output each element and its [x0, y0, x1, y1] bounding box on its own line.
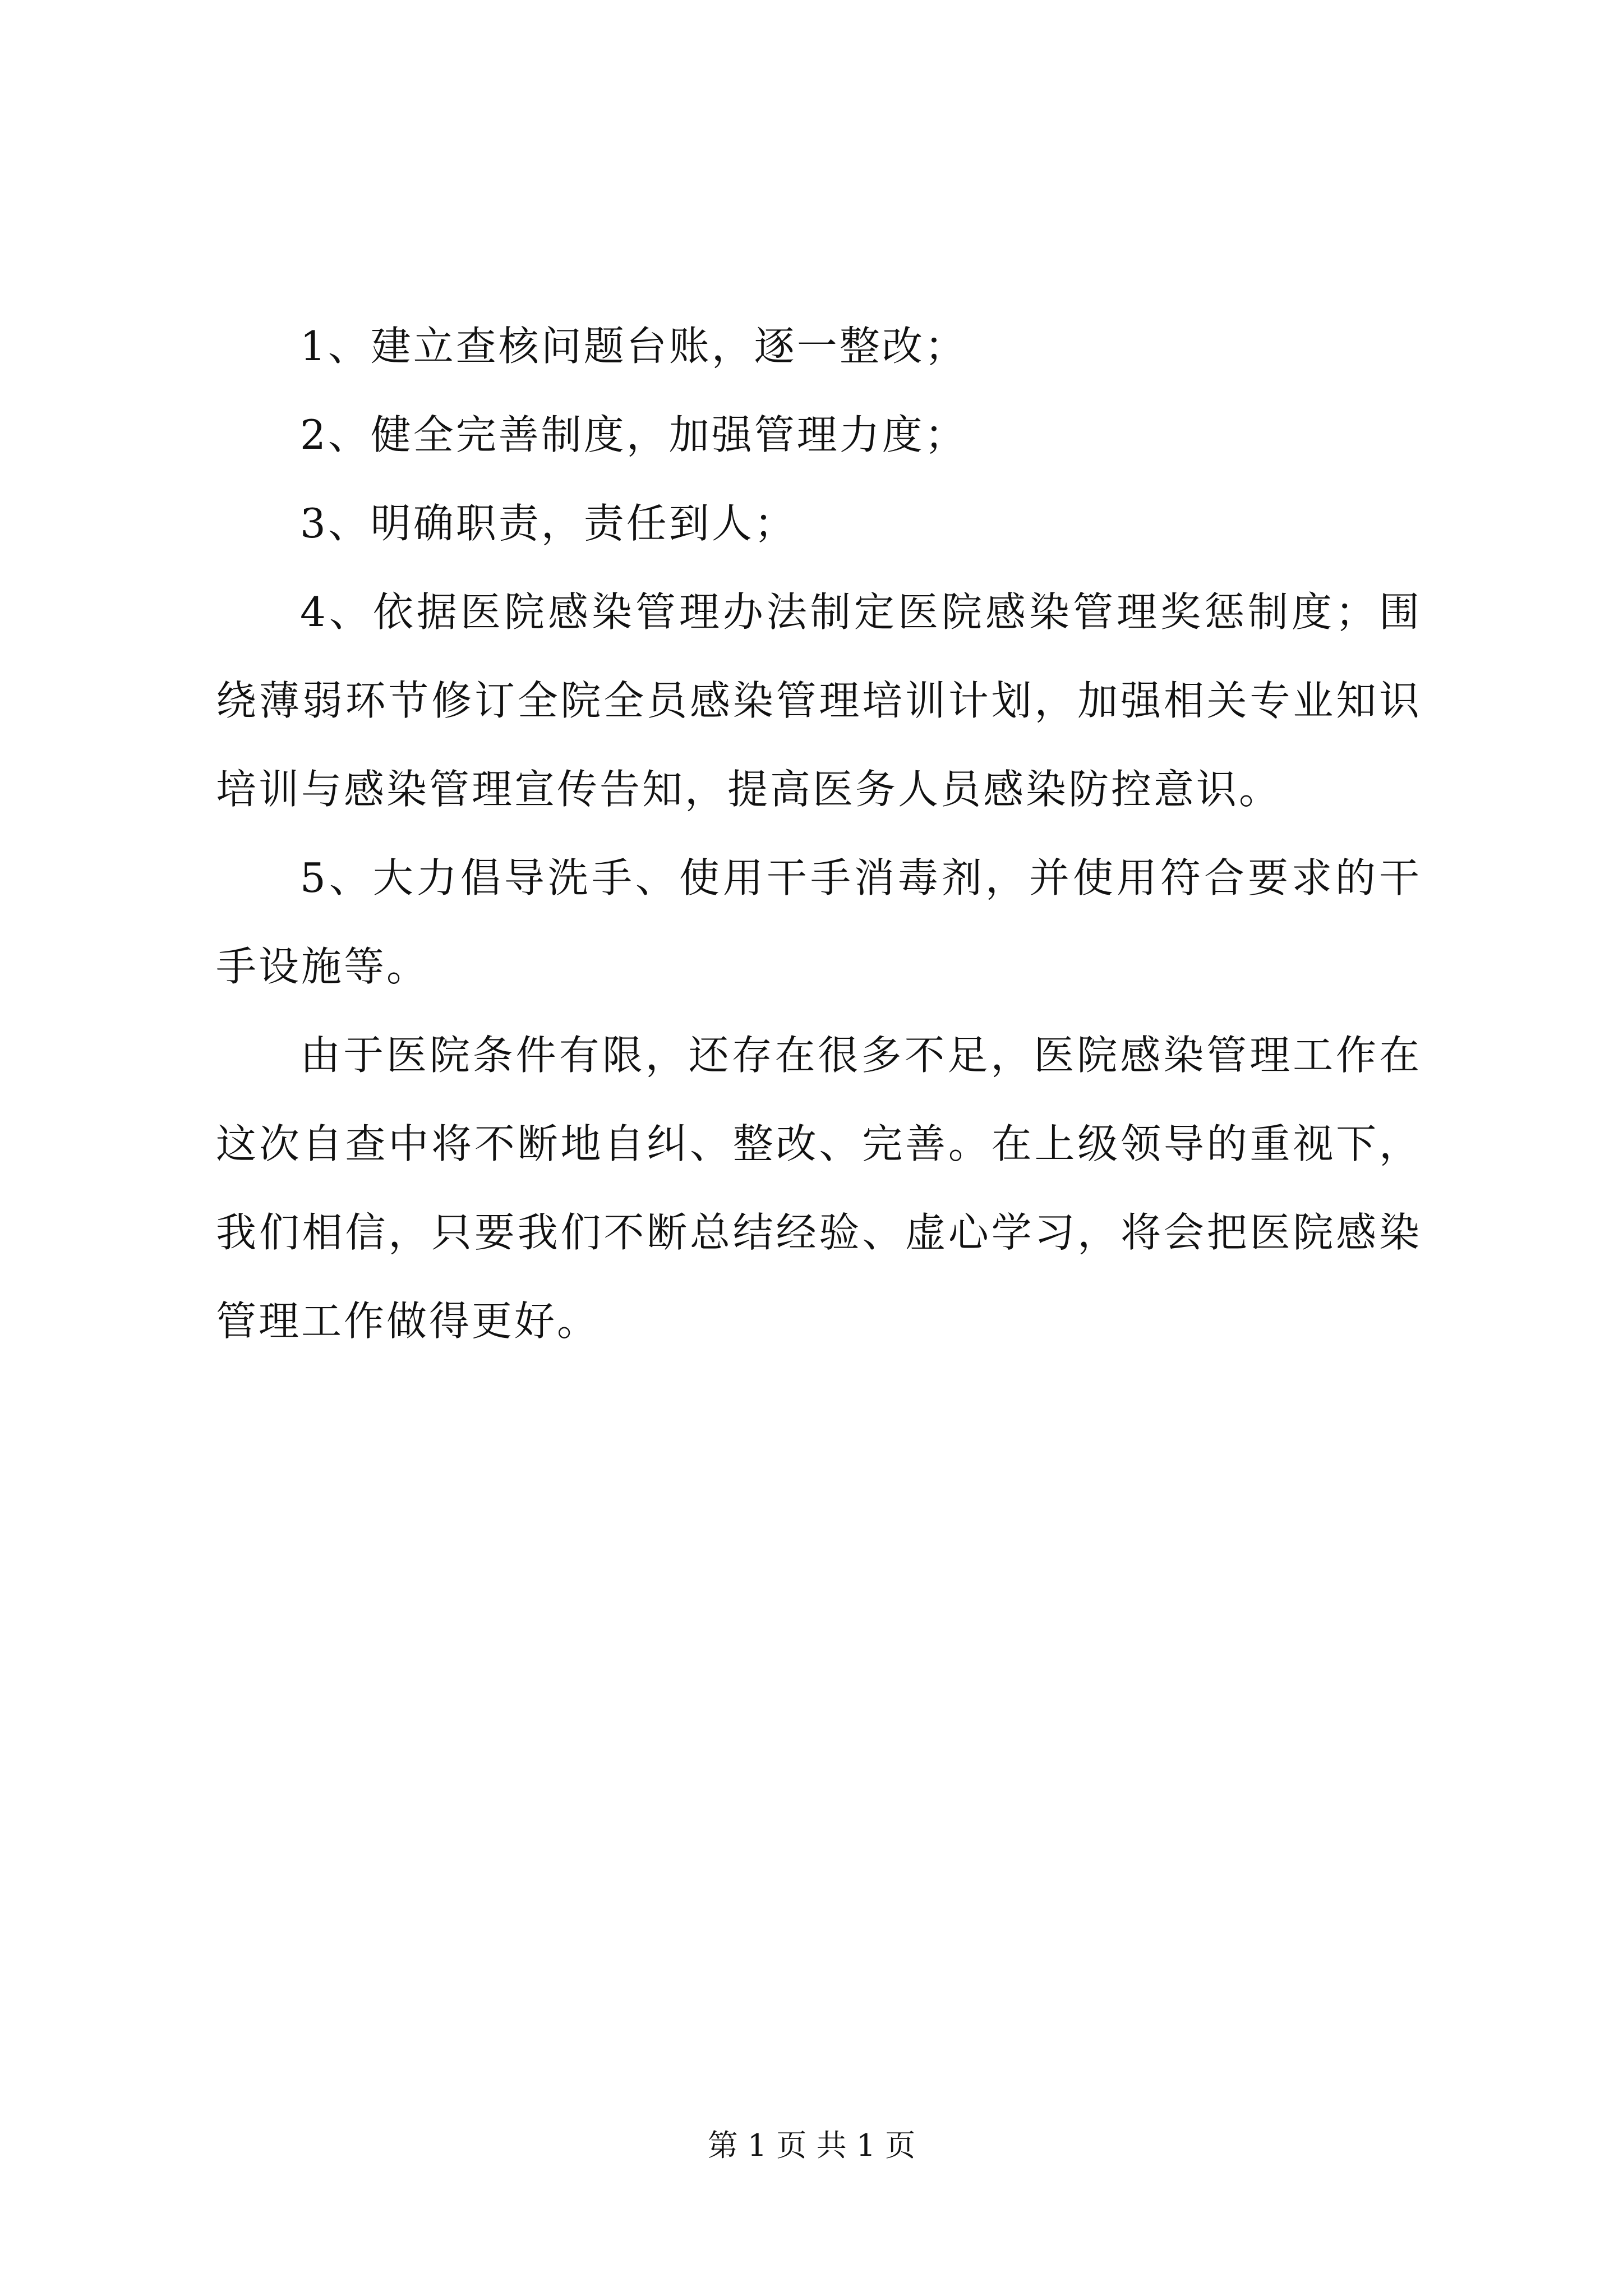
paragraph-item-2: 2、健全完善制度，加强管理力度；: [300, 411, 967, 458]
closing-paragraph: 由于医院条件有限，还存在很多不足，医院感染管理工作在这次自查中将不断地自纠、整改、完善。在上级领导的重视下，我们相信，只要我们不断总结经验、虚心学习，将会把医院感染管理工作做得更好。: [216, 1032, 1422, 1345]
page-number-label: 第 1 页 共 1 页: [707, 2128, 916, 2163]
paragraph-item-4: 4、依据医院感染管理办法制定医院感染管理奖惩制度；围绕薄弱环节修订全院全员感染管理培训计划，加强相关专业知识培训与感染管理宣传告知，提高医务人员感染防控意识。: [216, 588, 1422, 813]
paragraph-item-3: 3、明确职责，责任到人；: [300, 500, 797, 547]
page-footer: [0, 2126, 1623, 2165]
paragraph-item-5: 5、大力倡导洗手、使用干手消毒剂，并使用符合要求的干手设施等。: [216, 854, 1422, 990]
paragraph-item-1: 1、建立查核问题台账，逐一整改；: [300, 323, 967, 370]
document-body: [216, 302, 1422, 1365]
